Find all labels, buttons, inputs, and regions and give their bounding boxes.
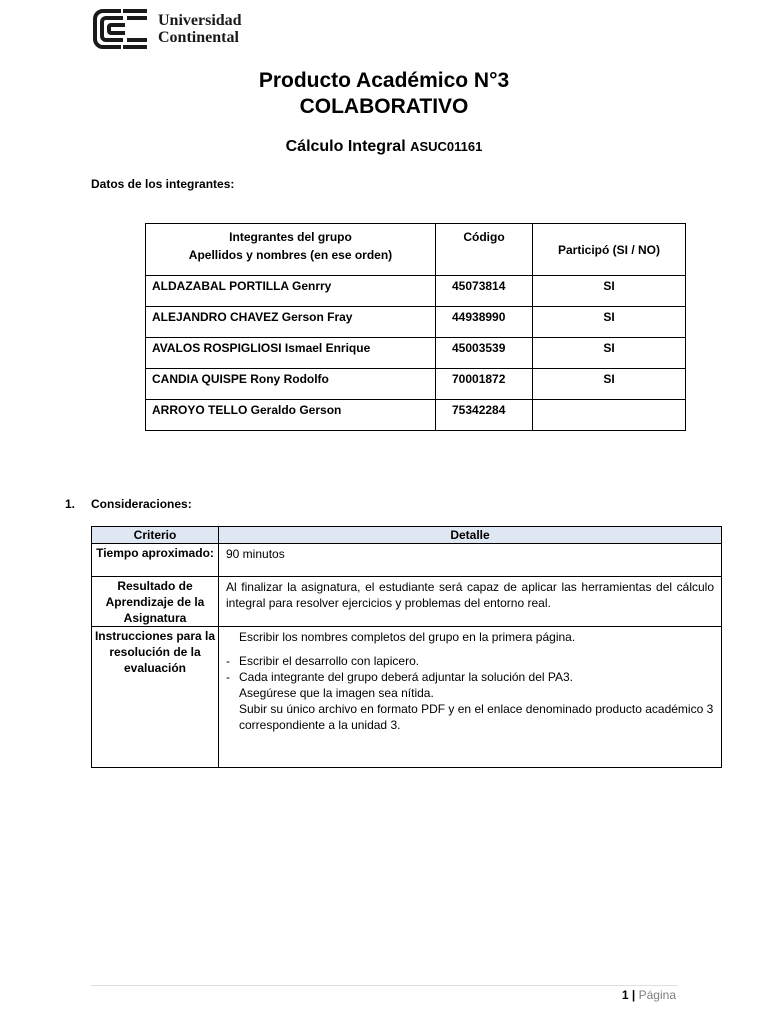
table-row — [146, 400, 686, 431]
table-row — [146, 276, 686, 307]
bullet-dash: - — [226, 654, 230, 668]
subject-heading — [0, 138, 768, 156]
members-name-header — [146, 224, 436, 276]
instruction-line: Asegúrese que la imagen sea nítida. — [239, 686, 434, 700]
page-word: Página — [638, 988, 676, 1002]
members-section-label: Datos de los integrantes: — [91, 177, 235, 191]
subject-name: Cálculo Integral — [285, 138, 406, 155]
subject-code: ASUC01161 — [410, 139, 483, 154]
page-separator: | — [631, 988, 636, 1002]
members-table-header — [146, 224, 686, 276]
instruction-bullet — [226, 653, 714, 669]
instruction-line: Subir su único archivo en formato PDF y en el enlace denominado producto académico 3 correspondiente a la unidad 3. — [239, 702, 714, 732]
criterion-cell: Tiempo aproximado: — [92, 544, 219, 577]
member-participated: SI — [533, 338, 686, 369]
member-code: 70001872 — [436, 369, 533, 400]
university-name-line2: Continental — [158, 29, 239, 46]
members-name-header-line2: Apellidos y nombres (en ese orden) — [188, 248, 393, 262]
instruction-bullet — [226, 669, 714, 685]
considerations-table — [91, 526, 722, 768]
members-name-header-line1: Integrantes del grupo — [229, 230, 352, 244]
university-logo-icon — [92, 8, 150, 50]
document-subtitle: COLABORATIVO — [299, 95, 469, 118]
table-row — [146, 307, 686, 338]
member-participated: SI — [533, 369, 686, 400]
member-name: AVALOS ROSPIGLIOSI Ismael Enrique — [146, 338, 436, 369]
member-name: CANDIA QUISPE Rony Rodolfo — [146, 369, 436, 400]
instructions-cell — [219, 627, 722, 768]
considerations-number: 1. — [65, 497, 76, 511]
member-code: 75342284 — [436, 400, 533, 431]
member-code: 44938990 — [436, 307, 533, 338]
members-participated-header: Participó (SI / NO) — [533, 224, 686, 276]
considerations-heading — [65, 497, 192, 511]
university-logo — [92, 8, 242, 50]
considerations-table-header — [92, 527, 722, 544]
footer-divider — [91, 985, 678, 986]
table-row — [92, 577, 722, 627]
detail-cell: 90 minutos — [219, 544, 722, 577]
members-code-header: Código — [436, 224, 533, 276]
instruction-bullet-text: Cada integrante del grupo deberá adjuntar la solución del PA3. — [239, 670, 574, 684]
bullet-dash: - — [226, 670, 230, 684]
member-code: 45003539 — [436, 338, 533, 369]
detail-header: Detalle — [219, 527, 722, 544]
member-name: ALEJANDRO CHAVEZ Gerson Fray — [146, 307, 436, 338]
instruction-line: Escribir los nombres completos del grupo en la primera página. — [239, 630, 576, 644]
table-row — [92, 627, 722, 768]
considerations-label: Consideraciones: — [91, 497, 192, 511]
member-name: ALDAZABAL PORTILLA Genrry — [146, 276, 436, 307]
table-row — [146, 338, 686, 369]
members-table — [145, 223, 686, 431]
document-title: Producto Académico N°3 — [258, 69, 510, 92]
criterion-cell: Resultado de Aprendizaje de la Asignatura — [92, 577, 219, 627]
table-row — [146, 369, 686, 400]
table-row — [92, 544, 722, 577]
university-name — [158, 12, 242, 46]
criterion-cell: Instrucciones para la resolución de la evaluación — [92, 627, 219, 768]
detail-cell: Al finalizar la asignatura, el estudiante será capaz de aplicar las herramientas del cálculo integral para resolver ejercicios y problemas del entorno real. — [219, 577, 722, 627]
member-participated — [533, 400, 686, 431]
member-participated: SI — [533, 276, 686, 307]
member-code: 45073814 — [436, 276, 533, 307]
member-participated: SI — [533, 307, 686, 338]
member-name: ARROYO TELLO Geraldo Gerson — [146, 400, 436, 431]
instruction-bullet-text: Escribir el desarrollo con lapicero. — [239, 654, 420, 668]
criterion-header: Criterio — [92, 527, 219, 544]
page-number: 1 — [621, 988, 629, 1002]
university-name-line1: Universidad — [158, 12, 242, 29]
page-footer — [622, 988, 676, 1002]
